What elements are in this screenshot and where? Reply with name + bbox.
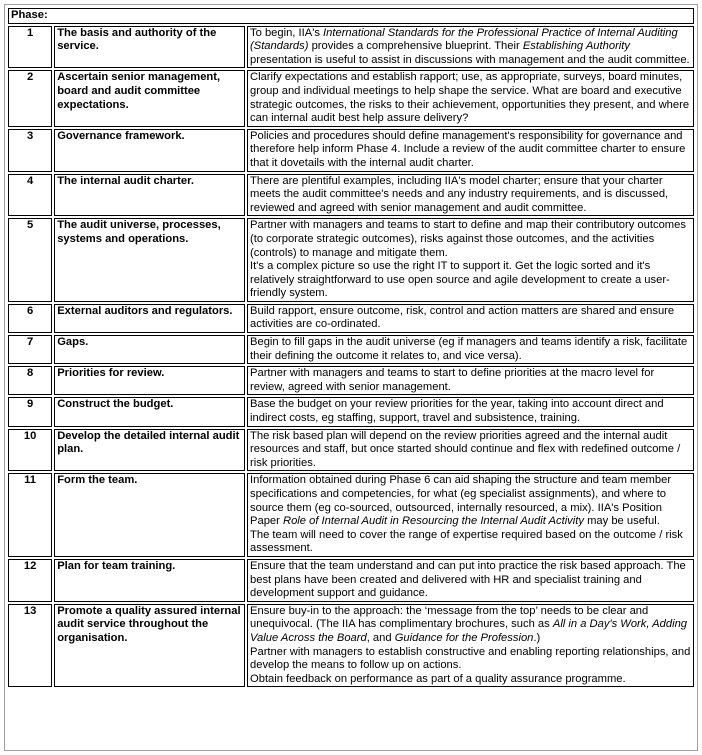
phase-description bbox=[247, 397, 694, 426]
description-paragraph: There are plentiful examples, including IIA's model charter; ensure that your charter meets the audit committee's needs and any industry requirements, and is discussed, reviewed and agreed with senior management and audit committee. bbox=[250, 174, 669, 214]
description-paragraph: Information obtained during Phase 6 can aid shaping the structure and team member specifications and competencies, for what (eg specialist assignments), and where to source them (eg co-sourced, outsourced, internally resourced, a mix). IIA's Position Paper Role of Internal Audit in Resourcing the Internal Audit Activity may be useful. bbox=[250, 474, 672, 528]
description-paragraph: The team will need to cover the range of expertise required based on the outcome / risk assessment. bbox=[250, 528, 683, 555]
phase-description bbox=[247, 26, 694, 69]
table-row bbox=[8, 604, 694, 688]
phase-description bbox=[247, 70, 694, 126]
description-paragraph: It's a complex picture so use the right IT to support it. Get the logic sorted and it's relatively straightforward to use open source and agile development to create a user-friendly system. bbox=[250, 260, 670, 300]
phase-title: Governance framework. bbox=[54, 129, 245, 172]
table-row bbox=[8, 218, 694, 302]
phase-title: Plan for team training. bbox=[54, 559, 245, 602]
header-row bbox=[8, 8, 694, 24]
description-paragraph: Base the budget on your review priorities for the year, taking into account direct and indirect costs, eg staffing, support, travel and subsistence, training. bbox=[250, 398, 664, 425]
phase-number: 13 bbox=[8, 604, 52, 688]
phase-number: 1 bbox=[8, 26, 52, 69]
phase-number: 6 bbox=[8, 304, 52, 333]
description-paragraph: The risk based plan will depend on the review priorities agreed and the internal audit resources and staff, but once started should continue and flex with redefined outcome / risk priorities. bbox=[250, 429, 681, 469]
phase-header: Phase: bbox=[8, 8, 694, 24]
table-row bbox=[8, 559, 694, 602]
phases-table bbox=[6, 6, 696, 689]
phase-number: 9 bbox=[8, 397, 52, 426]
description-paragraph: Begin to fill gaps in the audit universe (eg if managers and teams identify a risk, facilitate their defining the outcome it relates to, and vice versa). bbox=[250, 336, 688, 362]
phase-title: The basis and authority of the service. bbox=[54, 26, 245, 69]
phase-number: 7 bbox=[8, 335, 52, 364]
phase-number: 3 bbox=[8, 129, 52, 172]
phase-number: 2 bbox=[8, 70, 52, 126]
phase-number: 10 bbox=[8, 429, 52, 472]
phase-title: The internal audit charter. bbox=[54, 174, 245, 217]
phase-title: Ascertain senior management, board and audit committee expectations. bbox=[54, 70, 245, 126]
table-row bbox=[8, 26, 694, 69]
phase-description bbox=[247, 473, 694, 557]
phase-description bbox=[247, 429, 694, 472]
table-row bbox=[8, 129, 694, 172]
phase-number: 4 bbox=[8, 174, 52, 217]
description-paragraph: Partner with managers and teams to start to define and map their contributory outcomes (to corporate strategic outcomes), risks against those outcomes, and the activities (controls) to manage and mitigate them. bbox=[250, 219, 686, 259]
phase-description bbox=[247, 335, 694, 364]
phase-description bbox=[247, 218, 694, 302]
phase-description bbox=[247, 366, 694, 395]
phase-description bbox=[247, 559, 694, 602]
phase-title: External auditors and regulators. bbox=[54, 304, 245, 333]
description-paragraph: Partner with managers to establish constructive and enabling reporting relationships, and develop the means to follow up on actions. bbox=[250, 645, 691, 672]
phase-description bbox=[247, 604, 694, 688]
phase-title: The audit universe, processes, systems and operations. bbox=[54, 218, 245, 302]
phase-description bbox=[247, 129, 694, 172]
phase-title: Form the team. bbox=[54, 473, 245, 557]
description-paragraph: Build rapport, ensure outcome, risk, control and action matters are shared and ensure activities are co-ordinated. bbox=[250, 304, 675, 331]
phase-number: 12 bbox=[8, 559, 52, 602]
phase-title: Develop the detailed internal audit plan. bbox=[54, 429, 245, 472]
table-row bbox=[8, 366, 694, 395]
phase-title: Construct the budget. bbox=[54, 397, 245, 426]
table-row bbox=[8, 335, 694, 364]
table-row bbox=[8, 397, 694, 426]
description-paragraph: Ensure that the team understand and can put into practice the risk based approach. The best plans have been created and delivered with HR and specialist training and development support and guidance. bbox=[250, 559, 686, 600]
phase-number: 5 bbox=[8, 218, 52, 302]
phase-title: Promote a quality assured internal audit service throughout the organisation. bbox=[54, 604, 245, 688]
phase-number: 11 bbox=[8, 473, 52, 557]
phase-title: Priorities for review. bbox=[54, 366, 245, 395]
table-row bbox=[8, 429, 694, 472]
description-paragraph: Ensure buy-in to the approach: the ‘message from the top’ needs to be clear and unequivocal. (The IIA has complimentary brochures, such as All in a Day's Work, Adding Value Across the Board, and Guidance for the Profession.) bbox=[250, 604, 688, 644]
description-paragraph: Policies and procedures should define management's responsibility for governance and therefore help inform Phase 4. Include a review of the audit committee charter to ensure that it dovetails with the internal audit charter. bbox=[250, 129, 686, 169]
description-paragraph: Partner with managers and teams to start to define priorities at the macro level for review, agreed with senior management. bbox=[250, 367, 655, 393]
table-row bbox=[8, 304, 694, 333]
description-paragraph: Obtain feedback on performance as part of a quality assurance programme. bbox=[250, 672, 626, 685]
table-row bbox=[8, 70, 694, 126]
phase-description bbox=[247, 174, 694, 217]
phase-title: Gaps. bbox=[54, 335, 245, 364]
phase-description bbox=[247, 304, 694, 333]
phase-number: 8 bbox=[8, 366, 52, 395]
table-row bbox=[8, 473, 694, 557]
table-row bbox=[8, 174, 694, 217]
description-paragraph: Clarify expectations and establish rapport; use, as appropriate, surveys, board minutes, group and individual meetings to help shape the service. What are board and executive strategic outcomes, the risks to their achievement, opportunities they present, and where can internal audit best help assure delivery? bbox=[250, 71, 690, 125]
description-paragraph: To begin, IIA's International Standards for the Professional Practice of Internal Auditing (Standards) provides a comprehensive blueprint. Their Establishing Authority presentation is useful to assist in discussions with management and the audit committee. bbox=[250, 26, 690, 66]
